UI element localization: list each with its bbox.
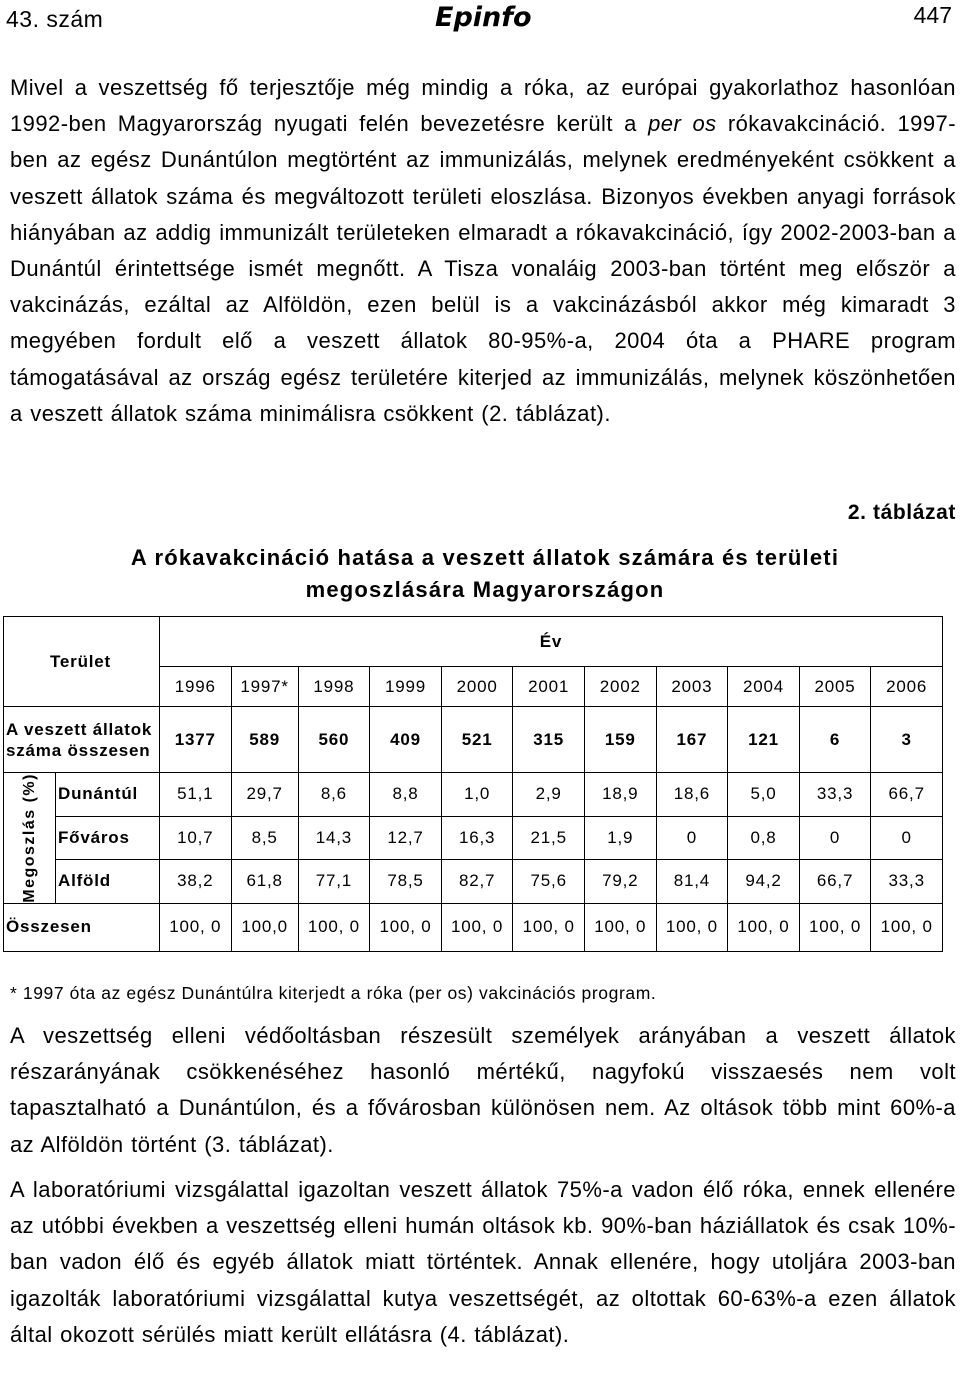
table-row [4, 773, 943, 817]
table-cell: 100, 0 [656, 903, 728, 951]
paragraph-intro-text-a: Mivel a veszettség fő terjesztője még mindig a róka, az európai gyakorlathoz hasonlóan 1992-ben Magyarország nyugati felén bevezetésre került a [10, 75, 956, 137]
table-cell: 66,7 [799, 860, 871, 904]
table-cell: 66,7 [871, 773, 943, 817]
table-cell: 0 [799, 816, 871, 860]
table-cell: 75,6 [513, 860, 585, 904]
journal-logo: Epinfo [435, 2, 532, 33]
table-cell: 1997* [231, 667, 298, 707]
table-row [4, 816, 943, 860]
table-cell: 409 [370, 707, 442, 773]
year-header: Év [160, 617, 943, 667]
sum-label: Összesen [4, 903, 160, 951]
table-cell: 5,0 [728, 773, 800, 817]
table-cell: 589 [231, 707, 298, 773]
table-cell: 100, 0 [871, 903, 943, 951]
table-cell: 33,3 [871, 860, 943, 904]
table-footnote: * 1997 óta az egész Dunántúlra kiterjedt a róka (per os) vakcinációs program. [10, 983, 657, 1003]
table-cell: 2006 [871, 667, 943, 707]
table-cell: 18,6 [656, 773, 728, 817]
table-cell: 8,8 [370, 773, 442, 817]
table-cell: 1,0 [441, 773, 513, 817]
distribution-label: Megoszlás (%) [20, 773, 38, 903]
table-cell: 1998 [298, 667, 370, 707]
row-label: Dunántúl [56, 773, 160, 817]
total-row [4, 707, 943, 773]
table-number: 2. táblázat [847, 501, 956, 524]
table-cell: 0 [656, 816, 728, 860]
total-label: A veszett állatok száma összesen [4, 707, 160, 773]
paragraph-intro-text-b: rókavakcináció. 1997-ben az egész Dunántúlon megtörtént az immunizálás, melynek eredményeként csökkent a veszett állatok száma és megváltozott területi eloszlása. Bizonyos években anyagi források hiányában az addig immunizált területeken elmaradt a rókavakcináció, így 2002-2003-ban a Dunántúl érintettsége ismét megnőtt. A Tisza vonaláig 2003-ban történt meg először a vakcinázás, ezáltal az Alföldön, ezen belül is a vakcinázásból akkor még kimaradt 3 megyében fordult elő a veszett állatok 80-95%-a, 2004 óta a PHARE program támogatásával az ország egész területére kiterjed az immunizálás, melynek köszönhetően a veszett állatok száma minimálisra csökkent (2. táblázat). [10, 111, 956, 426]
table-cell: 61,8 [231, 860, 298, 904]
table-cell: 100, 0 [298, 903, 370, 951]
table-cell: 100, 0 [160, 903, 232, 951]
table-cell: 78,5 [370, 860, 442, 904]
table-cell: 21,5 [513, 816, 585, 860]
table-cell: 1377 [160, 707, 232, 773]
table-cell: 121 [728, 707, 800, 773]
page-header [0, 0, 960, 40]
table-cell: 167 [656, 707, 728, 773]
distribution-label-cell [4, 773, 56, 904]
table-cell: 94,2 [728, 860, 800, 904]
row-label: Főváros [56, 816, 160, 860]
paragraph-intro [10, 70, 956, 432]
table-cell: 2003 [656, 667, 728, 707]
table-cell: 8,5 [231, 816, 298, 860]
table-cell: 2,9 [513, 773, 585, 817]
table-cell: 100, 0 [799, 903, 871, 951]
table-cell: 0 [871, 816, 943, 860]
table-cell: 3 [871, 707, 943, 773]
table-title-line-2: megoszlására Magyarországon [305, 577, 665, 602]
table-cell: 100, 0 [728, 903, 800, 951]
table-cell: 521 [441, 707, 513, 773]
table-cell: 2000 [441, 667, 513, 707]
table-cell: 315 [513, 707, 585, 773]
table-cell: 81,4 [656, 860, 728, 904]
table-cell: 29,7 [231, 773, 298, 817]
table-cell: 77,1 [298, 860, 370, 904]
table-cell: 6 [799, 707, 871, 773]
paragraph-vaccination: A veszettség elleni védőoltásban részesült személyek arányában a veszett állatok részarányának csökkenéséhez hasonló mértékű, nagyfokú visszaesés nem volt tapasztalható a Dunántúlon, és a fővárosban különösen nem. Az oltások több mint 60%-a az Alföldön történt (3. táblázat). [10, 1023, 956, 1157]
table-cell: 100,0 [231, 903, 298, 951]
table-cell: 560 [298, 707, 370, 773]
paragraph-laboratory: A laboratóriumi vizsgálattal igazoltan veszett állatok 75%-a vadon élő róka, ennek ellenére az utóbbi években a veszettség elleni humán oltások kb. 90%-ban háziállatok és csak 10%-ban vadon élő és egyéb állatok miatt történtek. Annak ellenére, hogy utoljára 2003-ban igazolták laboratóriumi vizsgálattal kutya veszettségét, az oltottak 60-63%-a ezen állatok által okozott sérülés miatt került ellátásra (4. táblázat). [10, 1177, 956, 1347]
table-cell: 100, 0 [441, 903, 513, 951]
table-cell: 100, 0 [513, 903, 585, 951]
sum-row [4, 903, 943, 951]
table-cell: 2005 [799, 667, 871, 707]
table-cell: 14,3 [298, 816, 370, 860]
table-cell: 1,9 [584, 816, 656, 860]
area-header: Terület [4, 617, 160, 707]
table-cell: 1996 [160, 667, 232, 707]
table-cell: 10,7 [160, 816, 232, 860]
table-cell: 16,3 [441, 816, 513, 860]
table-cell: 2002 [584, 667, 656, 707]
table-cell: 79,2 [584, 860, 656, 904]
table-cell: 2001 [513, 667, 585, 707]
table-cell: 12,7 [370, 816, 442, 860]
table-cell: 100, 0 [584, 903, 656, 951]
table-title-line-1: A rókavakcináció hatása a veszett állatok számára és területi [130, 545, 840, 570]
page-number: 447 [913, 2, 952, 28]
table-cell: 2004 [728, 667, 800, 707]
table-cell: 8,6 [298, 773, 370, 817]
table-cell: 159 [584, 707, 656, 773]
table-cell: 38,2 [160, 860, 232, 904]
table-title [40, 542, 930, 606]
table-cell: 1999 [370, 667, 442, 707]
table-cell: 100, 0 [370, 903, 442, 951]
issue-number: 43. szám [6, 6, 104, 32]
row-label: Alföld [56, 860, 160, 904]
paragraph-intro-italic: per os [648, 111, 717, 137]
table-cell: 33,3 [799, 773, 871, 817]
data-table [3, 616, 943, 952]
table-cell: 0,8 [728, 816, 800, 860]
table-cell: 18,9 [584, 773, 656, 817]
table-row [4, 860, 943, 904]
table-cell: 82,7 [441, 860, 513, 904]
table-cell: 51,1 [160, 773, 232, 817]
